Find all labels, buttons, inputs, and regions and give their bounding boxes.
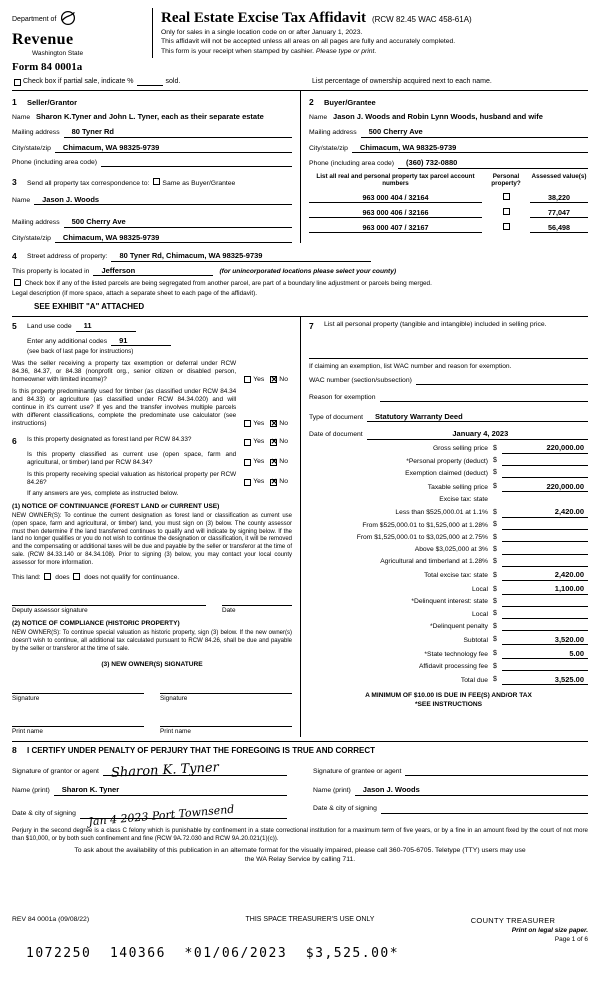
county-field[interactable]: Jefferson	[93, 266, 213, 276]
historic-no-checkbox[interactable]	[270, 479, 277, 486]
title-block	[161, 8, 588, 58]
see-instructions-note: *SEE INSTRUCTIONS	[414, 701, 483, 709]
dor-seal-icon	[60, 10, 76, 30]
dollar-sign: $	[493, 545, 497, 553]
this-land-label: This land:	[12, 573, 41, 581]
revenue-wordmark: Revenue	[12, 30, 74, 48]
exemption-question: Was the seller receiving a property tax exemption or deferral under RCW 84.36, 84.37, or 84.38 (nonprofit org., senior citizen or disabled person, homeowner with limited income)?	[12, 360, 237, 384]
grantee-date-city-label: Date & city of signing	[313, 805, 377, 813]
dollar-sign: $	[493, 469, 497, 477]
cashier-stamp: 1072250 140366 *01/06/2023 $3,525.00*	[26, 946, 400, 961]
date-of-document-label: Date of document	[309, 431, 363, 439]
seller-phone-label: Phone (including area code)	[12, 158, 98, 166]
exemption-claimed-row	[309, 469, 588, 478]
new-owners-signature-title: (3) NEW OWNER(S) SIGNATURE	[101, 661, 203, 669]
section-7-number: 7	[309, 321, 314, 332]
current-use-yes-checkbox[interactable]	[244, 459, 251, 466]
partial-sale-suffix: sold.	[165, 77, 181, 85]
print-name-label: Print name	[12, 727, 43, 735]
buyer-phone-field[interactable]: (360) 732-0880	[398, 158, 588, 168]
section-4-number: 4	[12, 251, 17, 262]
grantor-signature-label: Signature of grantor or agent	[12, 767, 99, 775]
street-address-field[interactable]: 80 Tyner Rd, Chimacum, WA 98325-9739	[111, 251, 371, 261]
dollar-sign: $	[493, 521, 497, 529]
delinquent-penalty-value[interactable]	[502, 623, 588, 631]
current-use-answer	[242, 458, 292, 466]
rev-form-number: REV 84 0001a (09/08/22)	[12, 916, 90, 923]
seller-city-field[interactable]: Chimacum, WA 98325-9739	[55, 143, 292, 153]
same-as-buyer-label: Same as Buyer/Grantee	[162, 179, 236, 187]
notice-continuance-title: (1) NOTICE OF CONTINUANCE (FOREST LAND or CURRENT USE)	[12, 502, 220, 510]
grantee-printname-label: Name (print)	[313, 787, 351, 795]
section-5-number: 5	[12, 321, 17, 332]
total-excise-state-row	[309, 570, 588, 580]
personal-property-deduct-label: *Personal property (deduct)	[406, 457, 488, 465]
yes-label: Yes	[253, 419, 265, 427]
section-1-number: 1	[12, 97, 17, 108]
grantor-date-handwriting: Jan 4 2023 Port Townsend	[87, 802, 235, 828]
grantor-certification	[12, 760, 287, 828]
buyer-mailing-label: Mailing address	[309, 129, 357, 137]
no-label: No	[279, 419, 288, 427]
treasurer-use-only-label: THIS SPACE TREASURER'S USE ONLY	[245, 916, 375, 923]
taxable-selling-price-label: Taxable selling price	[427, 483, 488, 491]
parcel-row	[309, 193, 588, 203]
wac-number-field[interactable]	[416, 376, 588, 385]
dollar-sign: $	[493, 650, 497, 658]
dollar-sign: $	[493, 533, 497, 541]
perjury-statement: Perjury in the second degree is a class C felony which is punishable by confinement in a state correctional institution for a maximum term of five years, or by a fine in an amount fixed by the court of not more than $10,000, or by both such confinement and fine (RCW 9A.72.030 and RCW 9A.20.021(1)(c)).	[12, 826, 588, 842]
land-does-not-checkbox[interactable]	[73, 573, 80, 580]
dollar-sign: $	[493, 622, 497, 630]
owner-signature-cell-2	[160, 684, 292, 703]
corr-name-label: Name	[12, 196, 31, 204]
delinquent-interest-local-row	[309, 610, 588, 619]
dollar-sign: $	[493, 662, 497, 670]
exemption-yes-checkbox[interactable]	[244, 376, 251, 383]
seller-phone-field[interactable]	[101, 158, 292, 167]
subtotal-row	[309, 635, 588, 645]
forest-no-checkbox[interactable]	[270, 439, 277, 446]
parcel-row	[309, 223, 588, 233]
historic-question: Is this property receiving special valuation as historical property per RCW 84.26?	[27, 470, 237, 486]
ownership-note: List percentage of ownership acquired next to each name.	[312, 77, 492, 85]
affidavit-processing-fee-value[interactable]	[502, 663, 588, 671]
legal-description-value[interactable]: SEE EXHIBIT "A" ATTACHED	[34, 302, 145, 312]
page-number: Page 1 of 6	[554, 935, 588, 943]
grantor-date-city-field[interactable]	[80, 802, 287, 828]
grantee-signature-field[interactable]	[405, 762, 588, 776]
local-tax-row	[309, 584, 588, 594]
yes-label: Yes	[253, 458, 265, 466]
historic-answer	[242, 478, 292, 486]
header-note-3	[161, 48, 588, 56]
seller-mailing-field[interactable]: 80 Tyner Rd	[64, 127, 292, 137]
additional-codes-field[interactable]: 91	[111, 336, 171, 346]
total-due-label: Total due	[460, 676, 488, 684]
land-use-code-label: Land use code	[27, 323, 72, 331]
grantee-printname-field[interactable]: Jason J. Woods	[355, 785, 588, 795]
parcel-assessed-value[interactable]: 56,498	[530, 223, 588, 233]
buyer-phone-label: Phone (including area code)	[309, 160, 395, 168]
partial-sale-checkbox[interactable]	[14, 79, 21, 86]
header-note-1: Only for sales in a single location code on or after January 1, 2023.	[161, 28, 363, 36]
delinquent-interest-local-label: Local	[472, 610, 488, 618]
parcel-0-personal-checkbox[interactable]	[503, 193, 510, 200]
timber-question-row	[12, 388, 292, 428]
date-of-document-field[interactable]: January 4, 2023	[367, 429, 588, 439]
tier3-value[interactable]	[502, 534, 588, 542]
owner-signature-field-1[interactable]	[12, 684, 144, 694]
parcel-row	[309, 208, 588, 218]
agricultural-row	[309, 558, 588, 567]
delinquent-interest-local-value[interactable]	[502, 611, 588, 619]
corr-city-label: City/state/zip	[12, 234, 51, 242]
rcw-reference: (RCW 82.45 WAC 458-61A)	[371, 15, 472, 24]
notice-continuance-body: NEW OWNER(S): To continue the current designation as forest land or classification as current use (open space, farm and agricultural, or timber) land, you must sign on (3) below. The county assessor must then determine if the land transferred continues to qualify and will indicate by signing below. If the land no longer qualifies or you do not wish to continue the designation or classification, it will be removed and the compensating or additional taxes will be due and payable by the seller or transferor at the time of sale. (RCW 84.33.140 or 84.34.108). Prior to signing (3) below, you may contact your local county assessor for more information.	[12, 512, 292, 566]
partial-sale-row	[12, 78, 588, 87]
land-use-code-field[interactable]: 11	[76, 321, 136, 331]
forest-land-answer	[242, 438, 292, 446]
deputy-signature-cell	[12, 596, 206, 615]
tier4-value[interactable]	[502, 547, 588, 555]
additional-codes-label: Enter any additional codes	[27, 337, 108, 345]
type-of-document-field[interactable]: Statutory Warranty Deed	[367, 412, 588, 422]
tier1-value[interactable]: 2,420.00	[502, 507, 588, 517]
street-address-label: Street address of property:	[27, 253, 108, 261]
owner-printname-cell-2	[160, 717, 292, 736]
forest-yes-checkbox[interactable]	[244, 439, 251, 446]
parcel-number[interactable]: 963 000 407 / 32167	[309, 223, 482, 233]
header-note-3-text: This form is your receipt when stamped by cashier.	[161, 47, 316, 55]
subtotal-label: Subtotal	[463, 636, 488, 644]
agricultural-value[interactable]	[502, 559, 588, 567]
affidavit-processing-fee-row	[309, 663, 588, 672]
forest-land-question-row	[12, 436, 292, 447]
grantor-signature-handwriting: Sharon K. Tyner	[110, 760, 220, 782]
yes-label: Yes	[253, 478, 265, 486]
timber-answer	[242, 420, 292, 428]
tier2-row	[309, 521, 588, 530]
deputy-signature-field[interactable]	[12, 596, 206, 606]
seller-buyer-row	[12, 91, 588, 168]
timber-no-checkbox[interactable]	[270, 420, 277, 427]
seller-city-label: City/state/zip	[12, 144, 51, 152]
buyer-city-label: City/state/zip	[309, 144, 348, 152]
yes-label: Yes	[253, 375, 265, 383]
delinquent-penalty-row	[309, 623, 588, 632]
new-owner-signature-row	[12, 684, 292, 703]
grantee-date-city-field[interactable]	[381, 805, 588, 814]
use-and-tax-row	[12, 317, 588, 737]
dollar-sign: $	[493, 483, 497, 491]
owner-printname-field-1[interactable]	[12, 717, 144, 727]
dollar-sign: $	[493, 636, 497, 644]
total-excise-state-label: Total excise tax: state	[424, 572, 488, 580]
tier1-row	[309, 507, 588, 517]
segregated-label: Check box if any of the listed parcels are being segregated from another parcel, are part of a boundary line adjustment or parcels being merged.	[24, 280, 432, 288]
forest-land-question: Is this property designated as forest land per RCW 84.33?	[27, 436, 192, 444]
total-excise-state-value[interactable]: 2,420.00	[502, 570, 588, 580]
partial-sale-label: Check box if partial sale, indicate %	[23, 77, 134, 85]
state-technology-fee-row	[309, 649, 588, 659]
grantee-signature-label: Signature of grantee or agent	[313, 767, 402, 775]
section-1-title: Seller/Grantor	[27, 98, 78, 108]
timber-question: Is this property predominantly used for timber (as classified under RCW 84.34 and 84.33) or agriculture (as classified under RCW 84.34.020) and will continue in it's current use? If yes and the transfer involves multiple parcels with different classifications, complete the predominate use calculator (see instructions)	[12, 388, 237, 428]
partial-sale-percent-field[interactable]	[137, 78, 163, 86]
no-label: No	[279, 478, 288, 486]
does-label: does	[55, 573, 70, 581]
header-note-2: This affidavit will not be accepted unless all areas on all pages are fully and accurately completed.	[161, 38, 456, 46]
current-use-question: Is this property classified as current use (open space, farm and agricultural, or timber) land per RCW 84.34?	[27, 450, 237, 466]
department-of-label: Department of	[12, 15, 57, 23]
section-6-number: 6	[12, 436, 17, 447]
parcel-table	[300, 169, 588, 244]
notice-compliance-body: NEW OWNER(S): To continue special valuation as historic property, sign (3) below. If the new owner(s) doesn't wish to continue, all additional tax calculated pursuant to RCW 84.26, shall be due and payable by the seller or transferor at the time of sale.	[12, 629, 292, 652]
taxable-selling-price-row	[309, 482, 588, 492]
sections-5-6	[12, 317, 300, 737]
tier3-row	[309, 534, 588, 543]
dollar-sign: $	[493, 509, 497, 517]
dollar-sign: $	[493, 457, 497, 465]
exemption-no-checkbox[interactable]	[270, 376, 277, 383]
header	[12, 8, 588, 58]
no-label: No	[279, 375, 288, 383]
corr-name-field[interactable]: Jason J. Woods	[34, 195, 292, 205]
historic-question-row	[12, 471, 292, 487]
owner-printname-cell-1	[12, 717, 144, 736]
tier2-value[interactable]	[502, 522, 588, 530]
deputy-date-label: Date	[222, 606, 236, 614]
gross-selling-price-label: Gross selling price	[432, 445, 488, 453]
total-due-value[interactable]: 3,525.00	[502, 675, 588, 685]
parcel-number[interactable]: 963 000 404 / 32164	[309, 193, 482, 203]
assessed-value-col-header: Assessed value(s)	[531, 172, 587, 180]
spacer	[502, 496, 588, 504]
section-4-property	[12, 251, 588, 312]
notice-compliance-title: (2) NOTICE OF COMPLIANCE (HISTORIC PROPERTY)	[12, 619, 180, 627]
correspondence-label: Send all property tax correspondence to:	[27, 179, 150, 187]
exemption-note: If claiming an exemption, list WAC number and reason for exemption.	[309, 362, 512, 370]
personal-property-list-label: List all personal property (tangible and intangible) included in selling price.	[324, 321, 547, 329]
subtotal-value[interactable]: 3,520.00	[502, 635, 588, 645]
section-8-certification	[12, 745, 588, 828]
state-technology-fee-label: *State technology fee	[424, 650, 488, 658]
segregated-checkbox[interactable]	[14, 279, 21, 286]
affidavit-processing-fee-label: Affidavit processing fee	[418, 662, 488, 670]
buyer-name-label: Name	[309, 114, 328, 121]
personal-property-col-header: Personal property?	[491, 172, 521, 188]
section-3-number: 3	[12, 176, 17, 187]
exemption-claimed-value[interactable]	[502, 470, 588, 478]
owner-signature-cell-1	[12, 684, 144, 703]
deputy-signature-label: Deputy assessor signature	[12, 606, 88, 614]
deputy-date-field[interactable]	[222, 596, 292, 606]
tier4-label: Above $3,025,000 at 3%	[414, 546, 488, 554]
buyer-city-field[interactable]: Chimacum, WA 98325-9739	[352, 143, 588, 153]
parcel-number[interactable]: 963 000 406 / 32166	[309, 208, 482, 218]
bottom-row	[12, 916, 588, 944]
tier3-label: From $1,525,000.01 to $3,025,000 at 2.75%	[356, 533, 488, 541]
seller-name-value[interactable]: Sharon K.Tyner and John L. Tyner, each as their separate estate	[36, 112, 264, 121]
no-label: No	[279, 438, 288, 446]
personal-property-deduct-value[interactable]	[502, 458, 588, 466]
section-2-buyer	[300, 91, 588, 168]
section-8-number: 8	[12, 745, 17, 756]
reason-exemption-label: Reason for exemption	[309, 393, 376, 401]
exemption-question-row	[12, 360, 292, 384]
dollar-sign: $	[493, 444, 497, 452]
located-in-label: This property is located in	[12, 267, 90, 275]
delinquent-interest-state-label: *Delinquent interest: state	[411, 598, 488, 606]
local-tax-label: Local	[472, 586, 488, 594]
no-label: No	[279, 458, 288, 466]
county-note: (for unincorporated locations please select your county)	[219, 267, 397, 275]
washington-state-label: Washington State	[32, 49, 84, 57]
state-technology-fee-value[interactable]: 5.00	[502, 649, 588, 659]
type-or-print-note: Please type or print.	[315, 47, 377, 55]
parcel-1-personal-checkbox[interactable]	[503, 208, 510, 215]
legal-description-label: Legal description (if more space, attach a separate sheet to each page of the affidavit).	[12, 290, 258, 298]
corr-mailing-field[interactable]: 500 Cherry Ave	[64, 217, 292, 227]
grantor-signature-field[interactable]	[103, 760, 287, 782]
same-as-buyer-checkbox[interactable]	[153, 178, 160, 185]
county-treasurer-label: COUNTY TREASURER	[470, 916, 556, 925]
dollar-sign: $	[493, 558, 497, 566]
grantee-certification	[313, 762, 588, 818]
owner-signature-field-2[interactable]	[160, 684, 292, 694]
grantor-printname-field[interactable]: Sharon K. Tyner	[54, 785, 287, 795]
exemption-claimed-label: Exemption claimed (deduct)	[405, 469, 488, 477]
current-use-no-checkbox[interactable]	[270, 459, 277, 466]
total-due-row	[309, 675, 588, 685]
legal-size-note: Print on legal size paper.	[511, 927, 588, 935]
delinquent-interest-state-value[interactable]	[502, 599, 588, 607]
personal-property-deduct-row	[309, 457, 588, 466]
dollar-sign: $	[493, 571, 497, 579]
buyer-name-value[interactable]: Jason J. Woods and Robin Lynn Woods, husband and wife	[333, 112, 543, 121]
new-owner-printname-row	[12, 717, 292, 736]
seller-name-label: Name	[12, 114, 31, 121]
exemption-answer	[242, 376, 292, 384]
signature-label: Signature	[12, 694, 40, 702]
gross-selling-price-value[interactable]: 220,000.00	[502, 443, 588, 453]
minimum-due-note: A MINIMUM OF $10.00 IS DUE IN FEE(S) AND/OR TAX	[365, 692, 532, 700]
section-7-tax	[300, 317, 588, 737]
local-tax-value[interactable]: 1,100.00	[502, 584, 588, 594]
personal-property-list-field[interactable]	[309, 332, 588, 358]
historic-yes-checkbox[interactable]	[244, 479, 251, 486]
type-of-document-label: Type of document	[309, 413, 364, 421]
correspondence-parcel-row	[12, 169, 588, 244]
parcel-2-personal-checkbox[interactable]	[503, 223, 510, 230]
alternate-format-note: To ask about the availability of this publication in an alternate format for the visually impaired, please call 360-705-6705. Teletype (TTY) users may use the WA Relay Service by calling 711.	[74, 847, 526, 863]
parcel-assessed-value[interactable]: 38,220	[530, 193, 588, 203]
current-use-question-row	[12, 451, 292, 467]
seller-mailing-label: Mailing address	[12, 129, 60, 137]
section-3-correspondence	[12, 169, 300, 244]
section-1-seller	[12, 91, 300, 168]
tier4-row	[309, 546, 588, 555]
certify-statement: I CERTIFY UNDER PENALTY OF PERJURY THAT THE FOREGOING IS TRUE AND CORRECT	[27, 746, 376, 756]
corr-city-field[interactable]: Chimacum, WA 98325-9739	[55, 233, 292, 243]
corr-mailing-label: Mailing address	[12, 219, 60, 227]
print-name-label: Print name	[160, 727, 191, 735]
taxable-selling-price-value[interactable]: 220,000.00	[502, 482, 588, 492]
grantor-date-city-label: Date & city of signing	[12, 810, 76, 818]
section-2-number: 2	[309, 97, 314, 108]
if-yes-instruction: If any answers are yes, complete as instructed below.	[27, 489, 179, 497]
deputy-assessor-row	[12, 596, 292, 615]
timber-yes-checkbox[interactable]	[244, 420, 251, 427]
page-title: Real Estate Excise Tax Affidavit	[161, 10, 366, 26]
header-divider	[152, 8, 153, 58]
delinquent-penalty-label: *Delinquent penalty	[430, 622, 488, 630]
form-number: Form 84 0001a	[12, 60, 83, 73]
parcel-col-header: List all real and personal property tax parcel account numbers	[316, 172, 475, 188]
owner-printname-field-2[interactable]	[160, 717, 292, 727]
parcel-assessed-value[interactable]: 77,047	[530, 208, 588, 218]
agricultural-label: Agricultural and timberland at 1.28%	[380, 558, 488, 566]
tier1-label: Less than $525,000.01 at 1.1%	[395, 509, 488, 517]
pre-certify-rule	[12, 741, 588, 742]
grantor-printname-label: Name (print)	[12, 787, 50, 795]
reason-exemption-field[interactable]	[380, 393, 589, 402]
exemption-divider	[309, 358, 588, 359]
back-of-page-note: (see back of last page for instructions)	[27, 348, 134, 356]
excise-tax-state-row	[309, 496, 588, 504]
tier2-label: From $525,000.01 to $1,525,000 at 1.28%	[362, 521, 488, 529]
signature-label: Signature	[160, 694, 188, 702]
county-treasurer-block	[438, 916, 588, 944]
yes-label: Yes	[253, 438, 265, 446]
excise-tax-state-label: Excise tax: state	[439, 495, 488, 503]
dollar-sign: $	[493, 598, 497, 606]
section-2-title: Buyer/Grantee	[324, 98, 376, 108]
does-not-label: does not qualify for continuance.	[84, 573, 180, 581]
deputy-date-cell	[222, 596, 292, 615]
gross-selling-price-row	[309, 443, 588, 453]
dollar-sign: $	[493, 585, 497, 593]
land-does-checkbox[interactable]	[44, 573, 51, 580]
dollar-sign: $	[493, 676, 497, 684]
delinquent-interest-state-row	[309, 598, 588, 607]
buyer-mailing-field[interactable]: 500 Cherry Ave	[361, 127, 588, 137]
this-land-row	[12, 573, 292, 582]
wac-number-label: WAC number (section/subsection)	[309, 376, 412, 384]
dor-logo-block	[12, 8, 144, 58]
dollar-sign: $	[493, 610, 497, 618]
